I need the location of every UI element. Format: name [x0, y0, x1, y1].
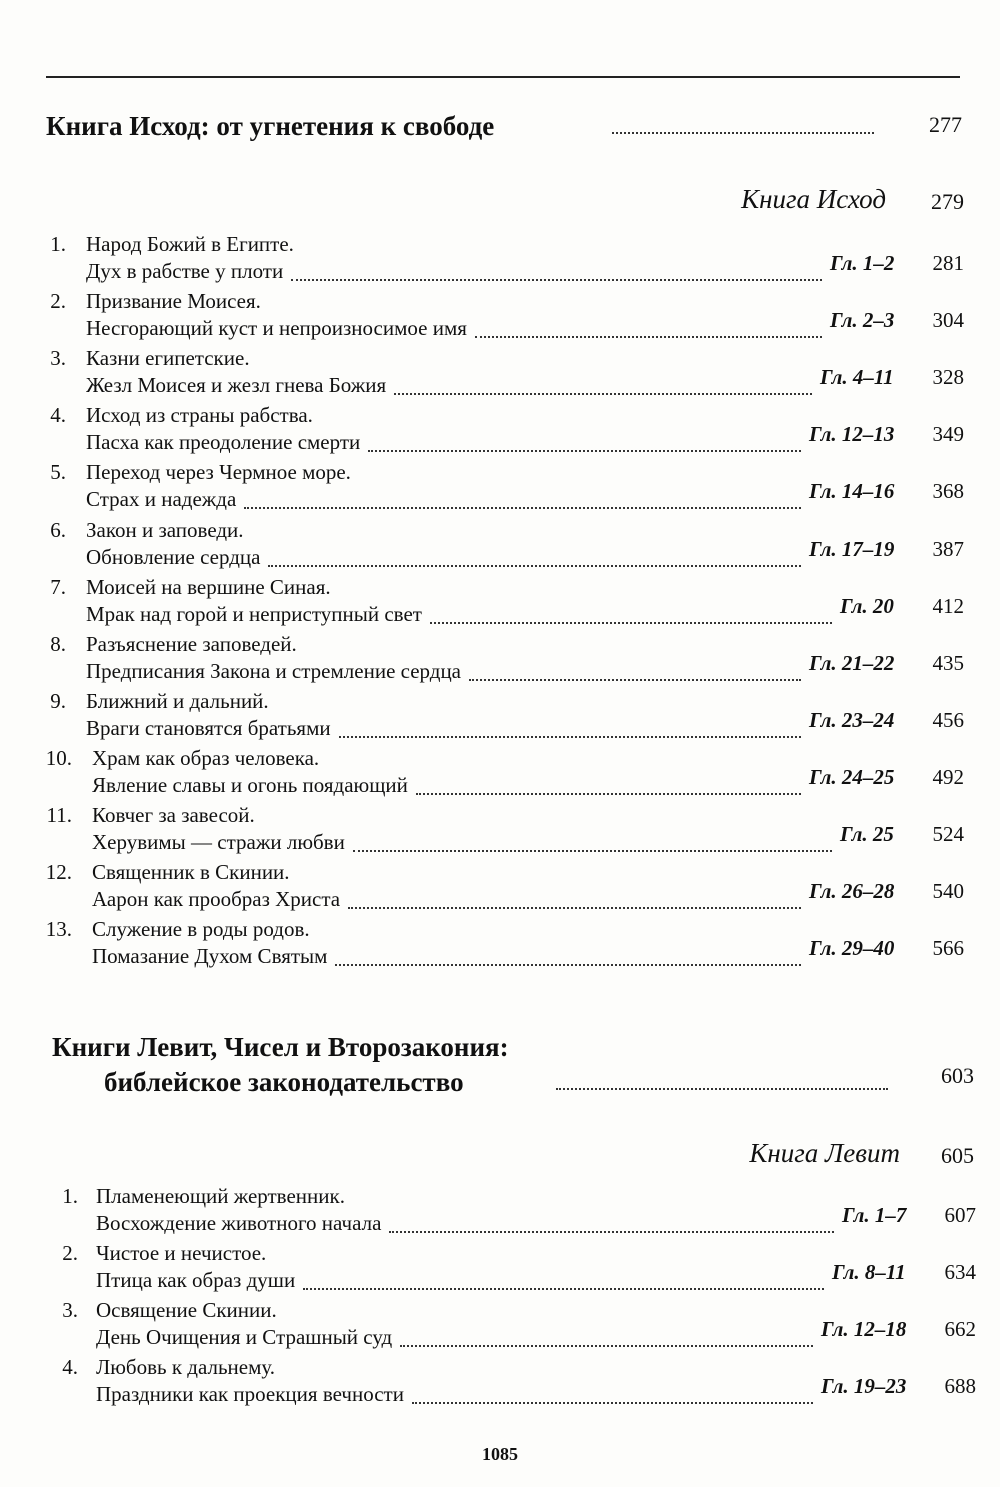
entry-page: 412 [932, 593, 964, 618]
entry-page: 456 [932, 707, 964, 732]
entry-subtitle: Птица как образ души [96, 1268, 296, 1293]
book-page-leviticus: 605 [941, 1143, 974, 1168]
entry-page: 304 [932, 308, 964, 333]
entry-number: 2. [62, 1241, 78, 1266]
entry-page: 492 [932, 764, 964, 789]
entry-page: 662 [944, 1317, 976, 1342]
entry-title: Освящение Скинии. [96, 1298, 277, 1323]
entry-number: 2. [50, 289, 66, 314]
entry-subtitle: Аарон как прообраз Христа [92, 887, 341, 912]
entry-page: 524 [932, 822, 964, 846]
chapter-ref: Гл. 21–22 [809, 650, 895, 675]
leader-dots [475, 336, 822, 338]
entry-title: Ближний и дальний. [86, 688, 269, 713]
entry-page: 607 [944, 1203, 976, 1227]
entry-number: 12. [45, 860, 72, 885]
entry-page: 540 [932, 879, 964, 904]
leader-dots [612, 132, 874, 134]
entry-subtitle: Праздники как проекция вечности [96, 1382, 404, 1407]
chapter-ref: Гл. 4–11 [820, 365, 894, 390]
leader-dots [339, 736, 801, 738]
entry-number: 7. [50, 574, 66, 599]
toc-entry [0, 1298, 1000, 1355]
section-page-exodus: 277 [929, 112, 962, 137]
entry-title: Пламенеющий жертвенник. [96, 1184, 345, 1208]
leader-dots [348, 907, 801, 909]
toc-entry [0, 860, 1000, 917]
chapter-ref: Гл. 20 [840, 593, 894, 618]
chapter-ref: Гл. 2–3 [830, 308, 895, 333]
entry-page: 328 [932, 365, 964, 390]
entry-title: Призвание Моисея. [86, 289, 261, 314]
chapter-ref: Гл. 1–7 [842, 1203, 907, 1227]
entry-subtitle: Жезл Моисея и жезл гнева Божия [86, 373, 387, 398]
book-title-exodus: Книга Исход [741, 184, 886, 214]
chapter-ref: Гл. 19–23 [821, 1374, 907, 1399]
toc-entry [0, 632, 1000, 689]
entry-subtitle: Пасха как преодоление смерти [86, 430, 361, 455]
entry-subtitle: Мрак над горой и неприступный свет [86, 601, 422, 626]
entry-number: 8. [50, 631, 66, 656]
entry-subtitle: Херувимы — стражи любви [92, 830, 345, 854]
toc-entry [0, 1355, 1000, 1412]
leader-dots [353, 850, 832, 852]
entry-page: 688 [944, 1374, 976, 1399]
chapter-ref: Гл. 29–40 [809, 936, 895, 961]
toc-entry [0, 917, 1000, 974]
entry-page: 634 [944, 1260, 976, 1285]
entry-number: 4. [62, 1355, 78, 1380]
entry-page: 566 [932, 936, 964, 961]
chapter-ref: Гл. 14–16 [809, 479, 895, 504]
section-page-law: 603 [941, 1063, 974, 1088]
leader-dots [244, 507, 801, 509]
leader-dots [556, 1088, 888, 1090]
toc-entry [0, 346, 1000, 403]
chapter-ref: Гл. 25 [840, 822, 894, 846]
section-title-exodus: Книга Исход: от угнетения к свободе [46, 111, 495, 141]
entry-number: 1. [50, 232, 66, 256]
leader-dots [430, 622, 832, 624]
toc-entry [0, 518, 1000, 575]
entry-subtitle: День Очищения и Страшный суд [96, 1325, 393, 1350]
chapter-ref: Гл. 12–18 [821, 1317, 907, 1342]
entry-title: Закон и заповеди. [86, 517, 244, 542]
entry-title: Служение в роды родов. [92, 917, 310, 942]
entry-page: 281 [932, 251, 964, 275]
entry-number: 9. [50, 688, 66, 713]
toc-entry [0, 689, 1000, 746]
leader-dots [335, 964, 801, 966]
entry-title: Переход через Чермное море. [86, 460, 351, 485]
entry-subtitle: Восхождение животного начала [96, 1211, 382, 1235]
chapter-ref: Гл. 26–28 [809, 879, 895, 904]
toc-entry [0, 803, 1000, 860]
chapter-ref: Гл. 17–19 [809, 536, 895, 561]
entry-number: 1. [62, 1184, 78, 1208]
entry-title: Разъяснение заповедей. [86, 631, 297, 656]
leader-dots [394, 393, 812, 395]
entry-subtitle: Помазание Духом Святым [92, 944, 328, 969]
entry-number: 3. [62, 1298, 78, 1323]
leader-dots [412, 1402, 813, 1404]
entry-title: Чистое и нечистое. [96, 1241, 267, 1266]
toc-entry [0, 746, 1000, 803]
entry-subtitle: Явление славы и огонь поядающий [92, 772, 408, 797]
entry-title: Моисей на вершине Синая. [86, 574, 331, 599]
entry-title: Ковчег за завесой. [92, 803, 255, 827]
entry-subtitle: Обновление сердца [86, 544, 261, 569]
leader-dots [303, 1288, 824, 1290]
leader-dots [291, 279, 822, 281]
leader-dots [268, 565, 801, 567]
entry-number: 13. [45, 917, 72, 942]
entry-title: Священник в Скинии. [92, 860, 290, 885]
book-page-exodus: 279 [931, 189, 964, 214]
entry-subtitle: Страх и надежда [86, 487, 237, 512]
entry-page: 387 [932, 536, 964, 561]
entry-subtitle: Враги становятся братьями [86, 715, 331, 740]
chapter-ref: Гл. 12–13 [809, 422, 895, 447]
entry-subtitle: Несгорающий куст и непроизносимое имя [86, 316, 467, 341]
entry-title: Храм как образ человека. [92, 745, 320, 770]
leader-dots [416, 793, 801, 795]
section-title-law-line1: Книги Левит, Чисел и Второзакония: [52, 1032, 509, 1062]
chapter-ref: Гл. 23–24 [809, 707, 895, 732]
entry-page: 349 [932, 422, 964, 447]
book-title-leviticus: Книга Левит [749, 1138, 900, 1168]
entry-number: 5. [50, 460, 66, 485]
page-number: 1085 [482, 1444, 518, 1464]
toc-entry [0, 460, 1000, 517]
entry-number: 4. [50, 403, 66, 428]
section-title-law-line2: библейское законодательство [104, 1067, 464, 1097]
entry-title: Исход из страны рабства. [86, 403, 313, 428]
chapter-ref: Гл. 1–2 [830, 251, 895, 275]
entry-title: Любовь к дальнему. [96, 1355, 276, 1380]
leader-dots [389, 1231, 834, 1233]
entry-subtitle: Дух в рабстве у плоти [86, 259, 284, 283]
entry-number: 6. [50, 517, 66, 542]
leader-dots [400, 1345, 813, 1347]
toc-entry [0, 232, 1000, 289]
leader-dots [469, 679, 801, 681]
entry-subtitle: Предписания Закона и стремление сердца [86, 658, 462, 683]
entry-number: 10. [45, 745, 72, 770]
entry-number: 11. [46, 803, 72, 827]
top-rule [46, 76, 960, 78]
chapter-ref: Гл. 24–25 [809, 764, 895, 789]
toc-entry [0, 403, 1000, 460]
entry-page: 435 [932, 650, 964, 675]
leader-dots [368, 450, 801, 452]
entry-number: 3. [50, 346, 66, 371]
chapter-ref: Гл. 8–11 [832, 1260, 906, 1285]
entry-title: Казни египетские. [86, 346, 250, 371]
toc-entry [0, 1184, 1000, 1241]
entry-title: Народ Божий в Египте. [86, 232, 294, 256]
toc-entry [0, 575, 1000, 632]
entry-page: 368 [932, 479, 964, 504]
toc-entry [0, 1241, 1000, 1298]
toc-entry [0, 289, 1000, 346]
